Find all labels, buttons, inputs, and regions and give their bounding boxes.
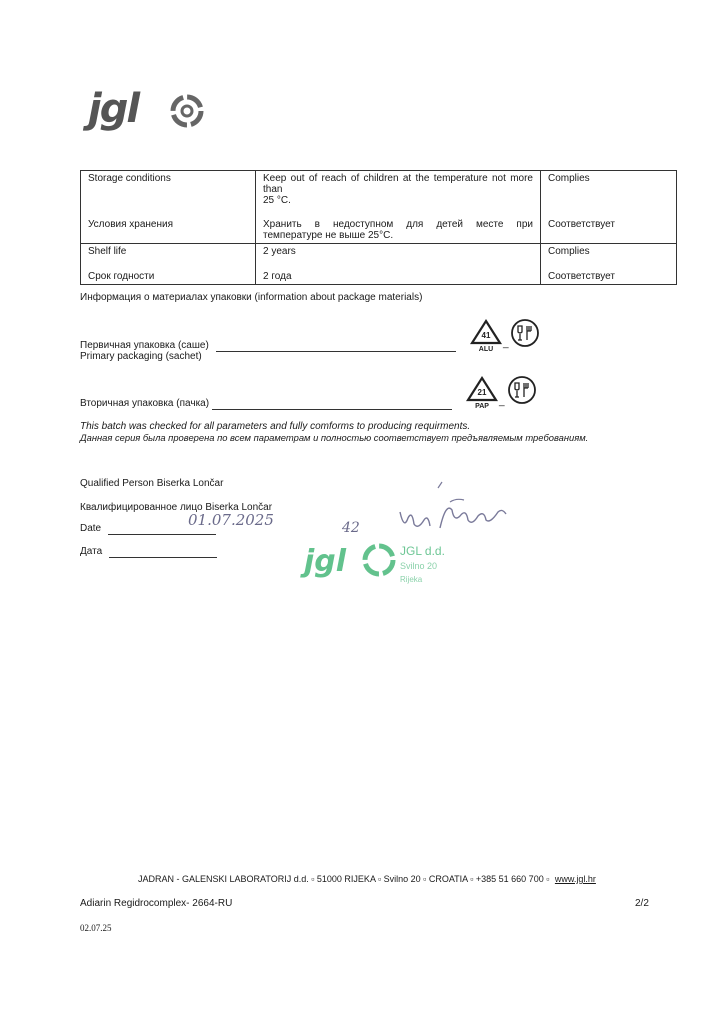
recycling-pap-icon [466,375,498,409]
result-storage-en: Complies [548,173,590,184]
food-contact-icon [510,318,540,348]
stamp-street: Svilno 20 [400,561,438,571]
primary-code: 41 [481,331,491,340]
date-ru-row [80,546,217,558]
result-storage-ru: Соответствует [548,219,615,230]
secondary-code: 21 [477,388,487,397]
specification-table [80,170,677,285]
handwritten-number: 42 [342,520,360,536]
value-storage-ru: Хранить в недоступном для детей месте при температуре не выше 25°С. [263,219,533,241]
result-shelf-en: Complies [548,246,590,257]
stamp-company: JGL d.d. [400,544,445,558]
handwritten-date: 01.07.2025 [188,511,274,529]
qualified-person-ru: Квалифицированное лицо Biserka Lončar [80,502,273,513]
footer-website-link[interactable]: www.jgl.hr [554,874,596,884]
footer-address-text: JADRAN - GALENSKI LABORATORIJ d.d. ▫ 51000 RIJEKA ▫ Svilno 20 ▫ CROATIA ▫ +385 51 660 700 ▫ [138,874,550,884]
secondary-packaging-label-ru: Вторичная упаковка (пачка) [80,398,210,409]
table-row [81,244,677,285]
primary-packaging-label-ru: Первичная упаковка (саше) [80,340,209,351]
secondary-packaging-line [212,409,452,410]
primary-packaging-line [216,351,456,352]
statement-ru: Данная серия была проверена по всем параметрам и полностью соответствует предъявляемым требованиям. [80,432,589,443]
date-en-line [108,534,216,535]
param-shelf-en: Shelf life [88,246,127,257]
footer-address [138,873,596,885]
primary-material: ALU [478,346,494,352]
secondary-material: PAP [475,403,489,409]
param-storage-ru: Условия хранения [88,219,174,230]
document-name: Adiarin Regidrocomplex- 2664-RU [80,898,233,909]
qualified-person-en: Qualified Person Biserka Lončar [80,478,224,489]
table-row [81,171,677,244]
packaging-heading: Информация о материалах упаковки (information about package materials) [80,292,423,303]
date-ru-line [109,557,217,558]
value-storage-en: Keep out of reach of children at the temperature not more than [263,173,533,195]
secondary-dash: _ [499,396,505,407]
value-shelf-en: 2 years [263,246,296,257]
food-contact-icon [507,375,537,405]
date-ru-label: Дата [80,546,103,557]
statement-en: This batch was checked for all parameters and fully comforms to producing requirments. [80,421,471,432]
result-shelf-ru: Соответствует [548,271,615,282]
value-shelf-ru: 2 года [263,271,292,282]
secondary-packaging-row [80,398,452,410]
document-date: 02.07.25 [80,923,112,933]
primary-packaging-label-en: Primary packaging (sachet) [80,351,202,362]
company-logo [88,86,208,146]
page-number: 2/2 [635,898,649,909]
company-stamp [300,530,450,590]
param-storage-en: Storage conditions [88,173,171,184]
primary-dash: _ [503,338,509,349]
recycling-alu-icon [470,318,502,352]
stamp-swirl-icon [362,540,396,580]
logo-swirl-icon [170,94,204,128]
logo-text: jgl [88,86,139,132]
value-storage-en-temp: 25 °C. [263,195,291,206]
stamp-city: Rijeka [400,575,423,584]
param-shelf-ru: Срок годности [88,271,155,282]
stamp-logo: jgl [304,544,347,579]
date-en-label: Date [80,523,102,534]
